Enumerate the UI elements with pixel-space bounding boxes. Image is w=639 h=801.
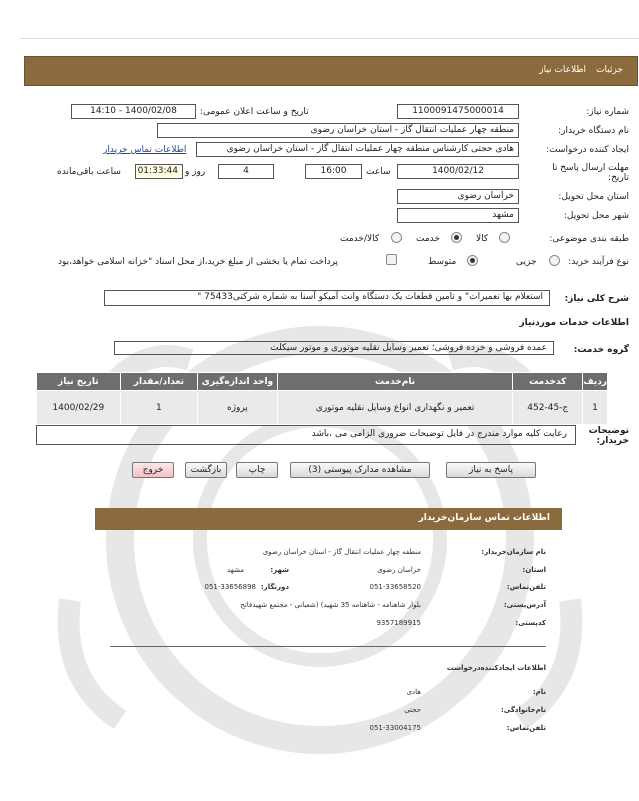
process-option-minor: جزیی bbox=[516, 257, 537, 267]
need-summary-field: استعلام بها تعمیرات" و تامین قطعات یک دستگاه وانت آمیکو آسنا به شماره شرکتی75433 " bbox=[104, 290, 550, 306]
cell-name: تعمیر و نگهداری انواع وسایل نقلیه موتوری bbox=[277, 391, 513, 425]
col-qty: تعداد/مقدار bbox=[120, 373, 197, 391]
col-code: کدخدمت bbox=[513, 373, 583, 391]
contact-city-value: مشهد bbox=[227, 566, 244, 574]
deadline-label: مهلت ارسال پاسخ تا تاریخ: bbox=[552, 163, 629, 183]
contact-phone-label: تلفن‌تماس: bbox=[506, 583, 546, 591]
contact-city-label: شهر: bbox=[270, 566, 289, 574]
category-option-goods: کالا bbox=[476, 234, 489, 244]
province-label: استان محل تحویل: bbox=[558, 192, 629, 202]
process-label: نوع فرآیند خرید: bbox=[568, 257, 629, 267]
respond-button[interactable]: پاسخ به نیاز bbox=[446, 462, 536, 478]
category-radio-goods-service[interactable] bbox=[391, 232, 402, 243]
contact-province-label: استان: bbox=[522, 566, 546, 574]
need-number-label: شماره نیاز: bbox=[586, 107, 629, 117]
need-number-field: 1100091475000014 bbox=[397, 104, 519, 119]
process-radio-minor[interactable] bbox=[549, 255, 560, 266]
need-summary-label: شرح کلی نیاز: bbox=[564, 294, 629, 304]
contact-postal-value: 9357189915 bbox=[376, 619, 421, 627]
contact-divider bbox=[110, 646, 546, 647]
contact-fax-label: دورنگار: bbox=[260, 583, 289, 591]
buyer-contact-link[interactable]: اطلاعات تماس خریدار bbox=[103, 145, 187, 155]
back-button[interactable]: بازگشت bbox=[185, 462, 227, 478]
attachments-button[interactable]: مشاهده مدارک پیوستی (3) bbox=[290, 462, 430, 478]
remaining-label: ساعت باقی‌مانده bbox=[57, 167, 121, 177]
days-label: روز و bbox=[185, 167, 206, 177]
deadline-time-field: 16:00 bbox=[305, 164, 362, 179]
province-field: خراسان رضوی bbox=[397, 189, 519, 204]
city-field: مشهد bbox=[397, 208, 519, 223]
buyer-org-field: منطقه چهار عملیات انتقال گاز - استان خراسان رضوی bbox=[157, 123, 519, 138]
header-bar bbox=[24, 56, 638, 86]
creator-first-label: نام: bbox=[532, 688, 546, 696]
cell-date: 1400/02/29 bbox=[37, 391, 121, 425]
tab-details[interactable]: جزئیات bbox=[596, 65, 623, 75]
buyer-desc-label: توضیحات خریدار: bbox=[588, 426, 629, 446]
announce-label: تاریخ و ساعت اعلان عمومی: bbox=[200, 107, 309, 117]
service-group-field: عمده فروشی و خرده فروشی؛ تعمیر وسایل نقلیه موتوری و موتور سیکلت bbox=[114, 341, 554, 355]
cell-row: 1 bbox=[583, 391, 608, 425]
table-row bbox=[37, 391, 608, 425]
days-field: 4 bbox=[218, 164, 274, 179]
col-name: نام‌خدمت bbox=[277, 373, 513, 391]
category-option-service: خدمت bbox=[416, 234, 440, 244]
buyer-desc-field: رعایت کلیه موارد مندرج در فایل توضیحات ضروری الزامی می ،باشد bbox=[36, 425, 576, 445]
col-row: ردیف bbox=[583, 373, 608, 391]
payment-note: پرداخت تمام یا بخشی از مبلغ خرید،از محل اسناد "خزانه اسلامی خواهد،بود bbox=[58, 257, 339, 267]
contact-org-label: نام سازمان‌خریدار: bbox=[481, 548, 546, 556]
contact-phone-value: 051-33658520 bbox=[369, 583, 421, 591]
creator-phone-value: 051-33004175 bbox=[369, 724, 421, 732]
contact-fax-value: 051-33656898 bbox=[204, 583, 256, 591]
city-label: شهر محل تحویل: bbox=[563, 211, 629, 221]
cell-unit: پروژه bbox=[198, 391, 278, 425]
payment-checkbox[interactable] bbox=[386, 254, 397, 265]
cell-code: ج-45-452 bbox=[513, 391, 583, 425]
category-option-goods-service: کالا/خدمت bbox=[340, 234, 380, 244]
category-radio-goods[interactable] bbox=[499, 232, 510, 243]
contact-address-label: آدرس‌پستی: bbox=[503, 601, 546, 609]
contact-province-value: خراسان رضوی bbox=[377, 566, 421, 574]
creator-label: ایجاد کننده درخواست: bbox=[546, 145, 629, 155]
announce-field: 1400/02/08 - 14:10 bbox=[71, 104, 196, 119]
buyer-org-label: نام دستگاه خریدار: bbox=[558, 126, 629, 136]
col-date: تاریخ نیاز bbox=[37, 373, 121, 391]
creator-last-label: نام‌خانوادگی: bbox=[500, 706, 546, 714]
creator-last-value: حجتی bbox=[404, 706, 421, 714]
creator-phone-label: تلفن‌تماس: bbox=[506, 724, 546, 732]
creator-field: هادی حجتی کارشناس منطقه چهار عملیات انتقال گاز - استان خراسان رضوی bbox=[196, 142, 519, 157]
tab-need-info[interactable]: اطلاعات نیاز bbox=[539, 65, 587, 75]
category-radio-service[interactable] bbox=[451, 232, 462, 243]
print-button[interactable]: چاپ bbox=[236, 462, 278, 478]
service-group-label: گروه خدمت: bbox=[573, 345, 629, 355]
contact-section-title: اطلاعات تماس سازمان‌خریدار bbox=[418, 513, 550, 523]
deadline-date-field: 1400/02/12 bbox=[397, 164, 519, 179]
contact-address-value: بلوار شاهنامه - شاهنامه 35 شهید) (شعبانی - مجتمع شهیدفاتح bbox=[240, 601, 421, 609]
top-divider bbox=[20, 38, 639, 39]
services-title: اطلاعات خدمات موردنیاز bbox=[519, 318, 629, 328]
remaining-time-field: 01:33:44 bbox=[135, 164, 183, 179]
category-label: طبقه بندی موضوعی: bbox=[549, 234, 629, 244]
contact-org-value: منطقه چهار عملیات انتقال گاز - استان خراسان رضوی bbox=[262, 548, 421, 556]
contact-section-header bbox=[95, 508, 562, 530]
process-radio-medium[interactable] bbox=[467, 255, 478, 266]
creator-first-value: هادی bbox=[406, 688, 421, 696]
services-table bbox=[36, 372, 608, 425]
col-unit: واحد اندازه‌گیری bbox=[198, 373, 278, 391]
contact-postal-label: کدپستی: bbox=[515, 619, 546, 627]
exit-button[interactable]: خروج bbox=[132, 462, 174, 478]
time-label: ساعت bbox=[366, 167, 391, 177]
creator-section-title: اطلاعات ایجادکننده‌درخواست bbox=[446, 664, 546, 672]
cell-qty: 1 bbox=[120, 391, 197, 425]
process-option-medium: متوسط bbox=[428, 257, 457, 267]
